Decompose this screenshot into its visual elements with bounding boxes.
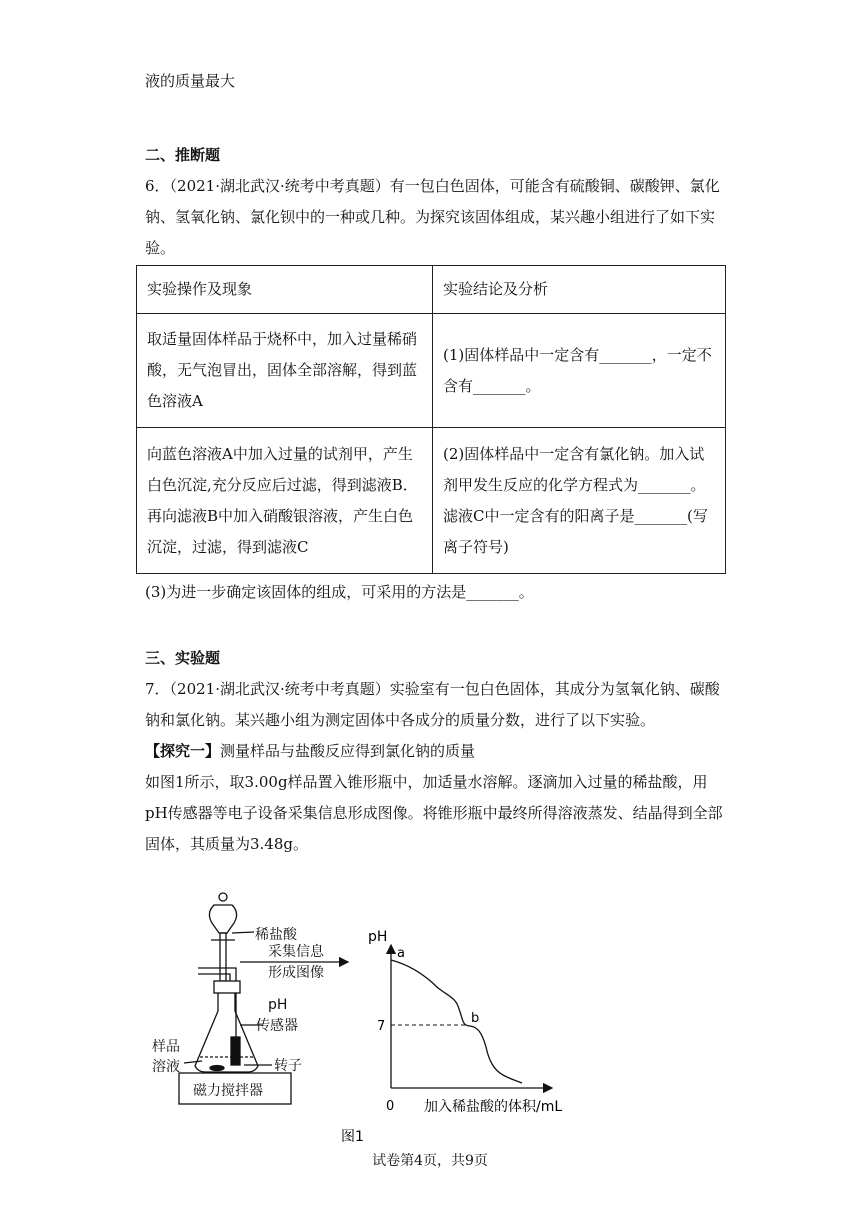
sample-leader-line bbox=[184, 1061, 202, 1063]
point-label-b: b bbox=[471, 1011, 480, 1026]
y-tick-label-7: 7 bbox=[377, 1019, 386, 1034]
table-cell-operation: 取适量固体样品于烧杯中，加入过量稀硝酸，无气泡冒出，固体全部溶解，得到蓝色溶液A bbox=[137, 314, 433, 428]
ph-chart bbox=[368, 929, 562, 1115]
table-row bbox=[137, 314, 726, 428]
section-heading-inference: 二、推断题 bbox=[145, 146, 221, 164]
separatory-funnel bbox=[209, 905, 236, 933]
table-header-cell: 实验操作及现象 bbox=[137, 266, 433, 314]
label-ph: pH bbox=[268, 997, 288, 1013]
y-axis-label: pH bbox=[368, 929, 388, 945]
question-6-part-3: (3)为进一步确定该固体的组成，可采用的方法是_______。 bbox=[145, 583, 534, 601]
table-row bbox=[137, 428, 726, 574]
origin-label: 0 bbox=[386, 1099, 395, 1114]
label-rotor: 转子 bbox=[274, 1058, 302, 1074]
question-6-intro: 6．（2021·湖北武汉·统考中考真题）有一包白色固体，可能含有硫酸铜、碳酸钾、氯化钠、氢氧化钠、氯化钡中的一种或几种。为探究该固体组成，某兴趣小组进行了如下实验。 bbox=[145, 177, 720, 257]
table-header-cell: 实验结论及分析 bbox=[433, 266, 726, 314]
stir-bar bbox=[210, 1066, 224, 1071]
figure-1 bbox=[0, 885, 860, 1145]
probe-1-line bbox=[145, 736, 725, 767]
ph-sensor bbox=[231, 1037, 240, 1065]
funnel-stopper bbox=[219, 893, 227, 901]
label-magnetic-stirrer: 磁力搅拌器 bbox=[193, 1083, 263, 1099]
probe-1-title: 测量样品与盐酸反应得到氯化钠的质量 bbox=[220, 742, 476, 760]
label-sample: 样品 bbox=[152, 1039, 180, 1055]
conical-flask bbox=[195, 993, 258, 1072]
label-form-image: 形成图像 bbox=[268, 965, 324, 981]
question-7-intro: 7．（2021·湖北武汉·统考中考真题）实验室有一包白色固体，其成分为氢氧化钠、碳酸钠和氯化钠。某兴趣小组为测定固体中各成分的质量分数，进行了以下实验。 bbox=[145, 680, 720, 729]
probe-1-body: 如图1所示，取3.00g样品置入锥形瓶中，加适量水溶解。逐滴加入过量的稀盐酸，用pH传感器等电子设备采集信息形成图像。将锥形瓶中最终所得溶液蒸发、结晶得到全部固体，其质量为3.48g。 bbox=[145, 773, 723, 853]
point-label-a: a bbox=[397, 946, 405, 961]
probe-1-label: 【探究一】 bbox=[145, 742, 221, 760]
label-collect-info: 采集信息 bbox=[268, 944, 324, 960]
top-fragment: 液的质量最大 bbox=[145, 72, 236, 90]
label-solution: 溶液 bbox=[152, 1059, 180, 1075]
acid-leader-line bbox=[232, 932, 254, 933]
apparatus bbox=[179, 893, 348, 1104]
label-sensor: 传感器 bbox=[256, 1018, 298, 1034]
page-footer: 试卷第4页，共9页 bbox=[372, 1153, 488, 1169]
table-header-row bbox=[137, 266, 726, 314]
table-cell-conclusion: (1)固体样品中一定含有_______，一定不含有_______。 bbox=[433, 314, 726, 428]
table-cell-operation: 向蓝色溶液A中加入过量的试剂甲，产生白色沉淀,充分反应后过滤，得到滤液B．再向滤液B中加入硝酸银溶液，产生白色沉淀，过滤，得到滤液C bbox=[137, 428, 433, 574]
label-dilute-hcl: 稀盐酸 bbox=[255, 927, 297, 943]
ph-curve bbox=[391, 960, 522, 1083]
rubber-stopper bbox=[214, 981, 240, 993]
section-heading-experiment: 三、实验题 bbox=[145, 649, 221, 667]
experiment-table bbox=[136, 265, 726, 574]
x-axis-label: 加入稀盐酸的体积/mL bbox=[424, 1099, 563, 1115]
figure-caption: 图1 bbox=[341, 1129, 364, 1145]
table-cell-conclusion: (2)固体样品中一定含有氯化钠。加入试剂甲发生反应的化学方程式为_______。滤液C中一定含有的阳离子是_______(写离子符号) bbox=[433, 428, 726, 574]
